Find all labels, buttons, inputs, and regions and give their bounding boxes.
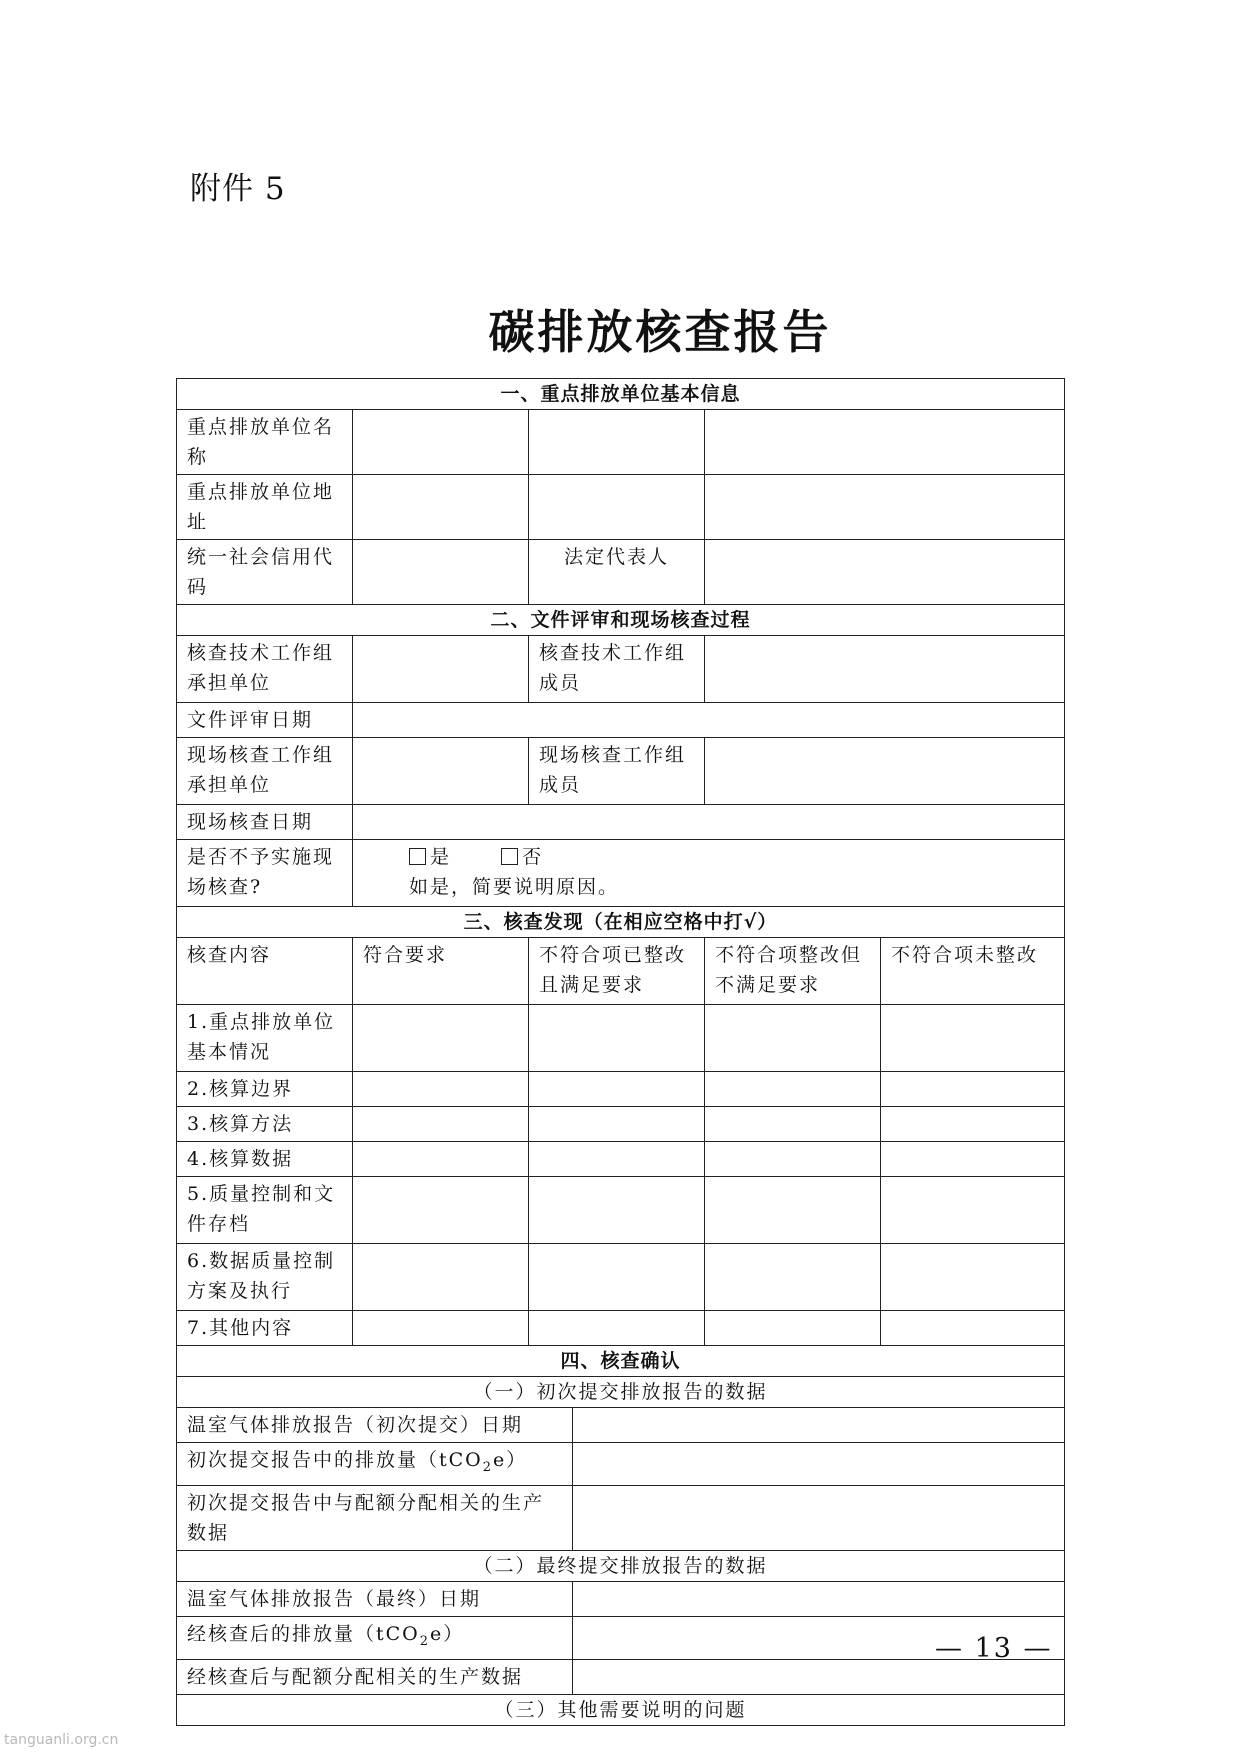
finding-cell[interactable] <box>881 1311 1065 1346</box>
option-no[interactable]: 否 <box>501 842 543 872</box>
finding-cell[interactable] <box>353 1142 529 1177</box>
verification-report-form <box>176 378 1065 1726</box>
finding-cell[interactable] <box>881 1107 1065 1142</box>
site-unit-label: 现场核查工作组承担单位 <box>177 738 353 805</box>
finding-cell[interactable] <box>881 1142 1065 1177</box>
initial-production-field[interactable] <box>573 1485 1065 1550</box>
watermark: tanguanli.org.cn <box>4 1732 119 1748</box>
reason-note: 如是，简要说明原因。 <box>409 876 620 898</box>
finding-cell[interactable] <box>881 1072 1065 1107</box>
checkbox-icon[interactable] <box>409 848 426 865</box>
finding-item-7: 7.其他内容 <box>177 1311 353 1346</box>
section-4-sub1-header: （一）初次提交排放报告的数据 <box>177 1377 1065 1408</box>
finding-item-2: 2.核算边界 <box>177 1072 353 1107</box>
section-3-header: 三、核查发现（在相应空格中打√） <box>177 907 1065 938</box>
unit-address-field-3[interactable] <box>705 475 1065 540</box>
section-4-sub2-header: （二）最终提交排放报告的数据 <box>177 1550 1065 1581</box>
initial-emission-field[interactable] <box>573 1443 1065 1486</box>
finding-cell[interactable] <box>881 1005 1065 1072</box>
finding-item-6: 6.数据质量控制方案及执行 <box>177 1244 353 1311</box>
site-date-label: 现场核查日期 <box>177 805 353 840</box>
finding-cell[interactable] <box>529 1244 705 1311</box>
finding-cell[interactable] <box>705 1311 881 1346</box>
unit-name-label: 重点排放单位名称 <box>177 410 353 475</box>
credit-code-field[interactable] <box>353 540 529 605</box>
tech-unit-label: 核查技术工作组承担单位 <box>177 636 353 703</box>
no-site-check-options <box>353 840 1065 907</box>
finding-cell[interactable] <box>705 1142 881 1177</box>
finding-cell[interactable] <box>881 1177 1065 1244</box>
unit-name-field-3[interactable] <box>705 410 1065 475</box>
attachment-label: 附件 5 <box>190 171 286 207</box>
final-report-date-field[interactable] <box>573 1581 1065 1616</box>
site-member-field[interactable] <box>705 738 1065 805</box>
finding-cell[interactable] <box>353 1005 529 1072</box>
option-yes[interactable]: 是 <box>409 842 451 872</box>
site-unit-field[interactable] <box>353 738 529 805</box>
finding-cell[interactable] <box>529 1177 705 1244</box>
section-4-header: 四、核查确认 <box>177 1346 1065 1377</box>
initial-production-label: 初次提交报告中与配额分配相关的生产数据 <box>177 1485 573 1550</box>
checkbox-icon[interactable] <box>501 848 518 865</box>
tech-member-field[interactable] <box>705 636 1065 703</box>
finding-cell[interactable] <box>881 1244 1065 1311</box>
tech-unit-field[interactable] <box>353 636 529 703</box>
finding-cell[interactable] <box>705 1005 881 1072</box>
finding-cell[interactable] <box>529 1005 705 1072</box>
finding-item-5: 5.质量控制和文件存档 <box>177 1177 353 1244</box>
verified-production-field[interactable] <box>573 1659 1065 1694</box>
finding-cell[interactable] <box>353 1177 529 1244</box>
credit-code-label: 统一社会信用代码 <box>177 540 353 605</box>
finding-cell[interactable] <box>353 1107 529 1142</box>
unit-name-field-2[interactable] <box>529 410 705 475</box>
final-report-date-label: 温室气体排放报告（最终）日期 <box>177 1581 573 1616</box>
tech-member-label: 核查技术工作组成员 <box>529 636 705 703</box>
initial-report-date-label: 温室气体排放报告（初次提交）日期 <box>177 1408 573 1443</box>
finding-item-1: 1.重点排放单位基本情况 <box>177 1005 353 1072</box>
finding-cell[interactable] <box>529 1142 705 1177</box>
page-title: 碳排放核查报告 <box>488 305 832 359</box>
section-4-sub3-header: （三）其他需要说明的问题 <box>177 1694 1065 1725</box>
unit-name-field[interactable] <box>353 410 529 475</box>
doc-review-date-field[interactable] <box>353 703 1065 738</box>
verified-emission-label: 经核查后的排放量（tCO$_2$e） <box>177 1616 573 1659</box>
site-member-label: 现场核查工作组成员 <box>529 738 705 805</box>
section-2-header: 二、文件评审和现场核查过程 <box>177 605 1065 636</box>
col-header-content: 核查内容 <box>177 938 353 1005</box>
finding-item-4: 4.核算数据 <box>177 1142 353 1177</box>
legal-rep-field[interactable] <box>705 540 1065 605</box>
finding-cell[interactable] <box>353 1311 529 1346</box>
no-site-check-label: 是否不予实施现场核查? <box>177 840 353 907</box>
finding-cell[interactable] <box>353 1244 529 1311</box>
site-date-field[interactable] <box>353 805 1065 840</box>
initial-emission-label: 初次提交报告中的排放量（tCO$_2$e） <box>177 1443 573 1486</box>
col-header-not-fixed: 不符合项未整改 <box>881 938 1065 1005</box>
page-number: — 13 — <box>935 1633 1053 1664</box>
unit-address-label: 重点排放单位地址 <box>177 475 353 540</box>
initial-report-date-field[interactable] <box>573 1408 1065 1443</box>
finding-cell[interactable] <box>705 1244 881 1311</box>
col-header-fixed-compliant: 不符合项已整改且满足要求 <box>529 938 705 1005</box>
legal-rep-label: 法定代表人 <box>529 540 705 605</box>
finding-cell[interactable] <box>705 1177 881 1244</box>
finding-cell[interactable] <box>705 1107 881 1142</box>
section-1-header: 一、重点排放单位基本信息 <box>177 379 1065 410</box>
finding-cell[interactable] <box>353 1072 529 1107</box>
finding-cell[interactable] <box>705 1072 881 1107</box>
col-header-compliant: 符合要求 <box>353 938 529 1005</box>
col-header-fixed-noncompliant: 不符合项整改但不满足要求 <box>705 938 881 1005</box>
finding-item-3: 3.核算方法 <box>177 1107 353 1142</box>
finding-cell[interactable] <box>529 1107 705 1142</box>
unit-address-field[interactable] <box>353 475 529 540</box>
finding-cell[interactable] <box>529 1072 705 1107</box>
unit-address-field-2[interactable] <box>529 475 705 540</box>
verified-production-label: 经核查后与配额分配相关的生产数据 <box>177 1659 573 1694</box>
finding-cell[interactable] <box>529 1311 705 1346</box>
doc-review-date-label: 文件评审日期 <box>177 703 353 738</box>
